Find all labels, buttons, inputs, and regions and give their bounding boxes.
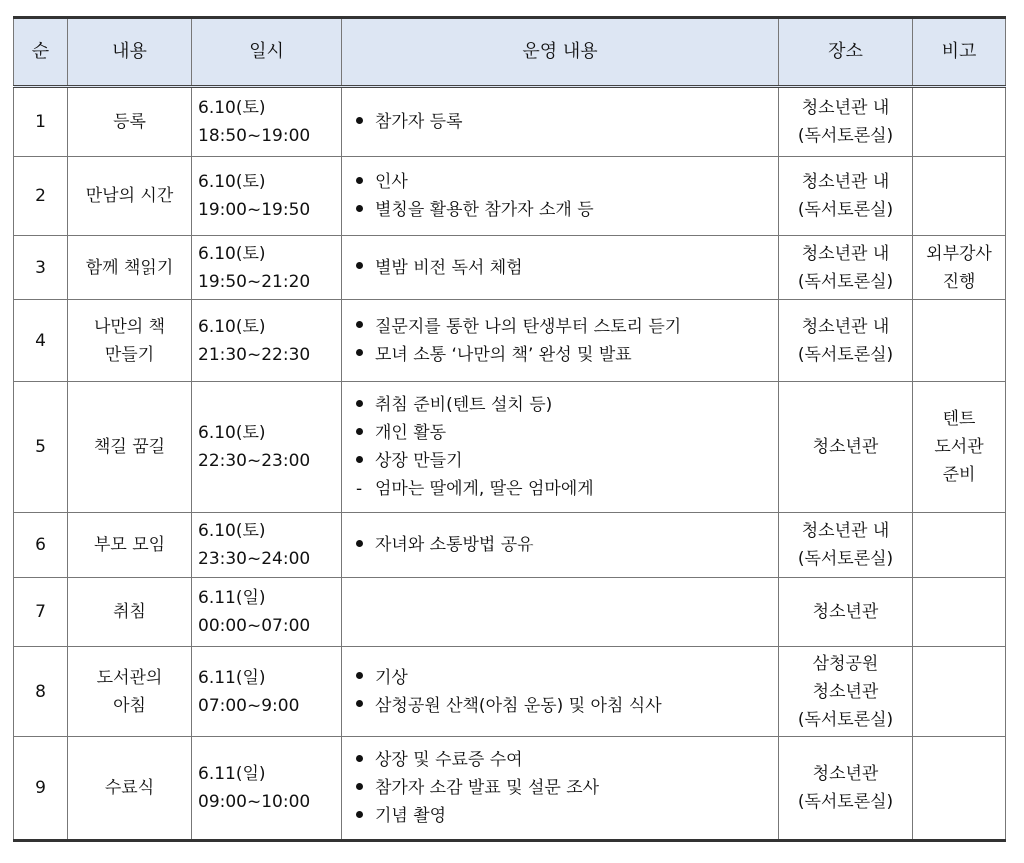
bullet-icon	[356, 428, 363, 435]
row-number: 8	[14, 647, 68, 737]
content-item-text: 참가자 등록	[375, 112, 463, 132]
row-title	[68, 87, 192, 157]
content-item	[356, 746, 778, 774]
content-item	[356, 196, 778, 224]
row-title	[68, 578, 192, 647]
content-item	[356, 254, 778, 282]
row-date	[192, 737, 342, 841]
row-title	[68, 513, 192, 578]
header-row	[14, 18, 1006, 87]
bullet-icon	[356, 540, 363, 547]
table-row	[14, 300, 1006, 382]
row-date-line: 6.10(토)	[198, 316, 266, 337]
row-date-line: 23:30~24:00	[198, 549, 311, 569]
schedule-table	[13, 16, 1006, 842]
row-title-line: 책길 꿈길	[93, 437, 166, 457]
row-content	[342, 737, 779, 841]
row-date-line: 09:00~10:00	[198, 792, 311, 812]
header-note: 비고	[913, 18, 1006, 87]
row-content	[342, 513, 779, 578]
row-note	[913, 578, 1006, 647]
row-note-line: 텐트	[942, 409, 976, 429]
content-item-text: 취침 준비(텐트 설치 등)	[375, 395, 553, 415]
bullet-icon	[356, 456, 363, 463]
content-item-text: 엄마는 딸에게, 딸은 엄마에게	[375, 479, 594, 499]
bullet-icon	[356, 349, 363, 356]
content-item-text: 상장 및 수료증 수여	[375, 750, 523, 770]
row-date-line: 6.11(일)	[198, 588, 266, 608]
row-date-line: 6.10(토)	[198, 172, 266, 192]
content-item	[356, 108, 778, 136]
content-item	[356, 447, 778, 475]
header-date: 일시	[192, 18, 342, 87]
content-item	[356, 692, 778, 720]
header-place: 장소	[779, 18, 913, 87]
row-note-line: 도서관	[934, 437, 984, 457]
row-date-line: 00:00~07:00	[198, 616, 311, 636]
row-title	[68, 157, 192, 236]
header-name: 내용	[68, 18, 192, 87]
table-row	[14, 737, 1006, 841]
row-number: 9	[14, 737, 68, 841]
row-note	[913, 737, 1006, 841]
row-date-line: 6.10(토)	[198, 98, 266, 118]
row-place-line: 청소년관 내	[801, 243, 890, 264]
row-place-line: (독서토론실)	[797, 126, 894, 146]
bullet-icon	[356, 400, 363, 407]
header-content: 운영 내용	[342, 18, 779, 87]
row-date-line: 19:50~21:20	[198, 271, 311, 292]
content-item-text: 자녀와 소통방법 공유	[375, 535, 534, 555]
row-place	[779, 737, 913, 841]
row-place-line: 청소년관	[812, 764, 879, 784]
row-title	[68, 382, 192, 513]
row-content	[342, 236, 779, 300]
content-item-text: 질문지를 통한 나의 탄생부터 스토리 듣기	[375, 316, 682, 337]
row-title-line: 만들기	[104, 344, 155, 365]
row-place-line: 청소년관	[812, 681, 879, 702]
table-row	[14, 157, 1006, 236]
row-number: 2	[14, 157, 68, 236]
content-item	[356, 168, 778, 196]
row-title-line: 나만의 책	[93, 316, 166, 337]
content-item	[356, 531, 778, 559]
content-item	[356, 802, 778, 830]
row-title	[68, 737, 192, 841]
bullet-icon	[356, 205, 363, 212]
bullet-icon	[356, 783, 363, 790]
row-title	[68, 647, 192, 737]
row-content	[342, 578, 779, 647]
bullet-icon	[356, 755, 363, 762]
table-row	[14, 578, 1006, 647]
content-item-text: 상장 만들기	[375, 451, 463, 471]
row-place-line: 청소년관	[812, 437, 879, 457]
row-place-line: 청소년관 내	[801, 316, 890, 337]
bullet-icon	[356, 262, 363, 269]
row-place-line: 삼청공원	[812, 653, 879, 674]
row-date-line: 6.10(토)	[198, 243, 266, 264]
row-place-line: (독서토론실)	[797, 709, 894, 730]
dash-icon: -	[356, 479, 363, 499]
row-note	[913, 236, 1006, 300]
row-place	[779, 157, 913, 236]
row-place-line: (독서토론실)	[797, 549, 894, 569]
row-note	[913, 382, 1006, 513]
row-title-line: 등록	[113, 112, 146, 132]
row-date	[192, 87, 342, 157]
content-item	[356, 774, 778, 802]
content-item	[356, 475, 778, 503]
row-number: 4	[14, 300, 68, 382]
row-date-line: 19:00~19:50	[198, 200, 311, 220]
row-date-line: 22:30~23:00	[198, 451, 311, 471]
content-item-text: 참가자 소감 발표 및 설문 조사	[375, 778, 600, 798]
table-row	[14, 236, 1006, 300]
row-place-line: (독서토론실)	[797, 792, 894, 812]
header-no: 순	[14, 18, 68, 87]
row-number: 5	[14, 382, 68, 513]
row-date	[192, 578, 342, 647]
row-date	[192, 647, 342, 737]
row-place	[779, 236, 913, 300]
row-place-line: 청소년관 내	[801, 98, 890, 118]
row-title	[68, 300, 192, 382]
row-place	[779, 87, 913, 157]
row-place-line: 청소년관 내	[801, 172, 890, 192]
row-date-line: 6.11(일)	[198, 764, 266, 784]
content-item	[356, 313, 778, 341]
content-item	[356, 419, 778, 447]
row-place	[779, 647, 913, 737]
row-number: 3	[14, 236, 68, 300]
row-date	[192, 236, 342, 300]
row-content	[342, 157, 779, 236]
row-content	[342, 300, 779, 382]
row-content	[342, 87, 779, 157]
row-title-line: 함께 책읽기	[85, 257, 174, 278]
row-note	[913, 513, 1006, 578]
row-note-line: 진행	[942, 271, 976, 292]
row-place-line: (독서토론실)	[797, 200, 894, 220]
row-place	[779, 300, 913, 382]
content-item-text: 별밤 비전 독서 체험	[375, 257, 523, 278]
content-item-text: 별칭을 활용한 참가자 소개 등	[375, 200, 594, 220]
row-date-line: 07:00~9:00	[198, 695, 300, 716]
row-number: 7	[14, 578, 68, 647]
row-title-line: 만남의 시간	[85, 186, 174, 206]
row-place	[779, 382, 913, 513]
table-row	[14, 647, 1006, 737]
bullet-icon	[356, 117, 363, 124]
row-place-line: 청소년관	[812, 602, 879, 622]
row-note-line: 준비	[942, 465, 976, 485]
row-date-line: 18:50~19:00	[198, 126, 311, 146]
table-row	[14, 87, 1006, 157]
schedule-table-container	[13, 16, 1005, 842]
row-number: 6	[14, 513, 68, 578]
row-note	[913, 157, 1006, 236]
row-date	[192, 300, 342, 382]
row-content	[342, 647, 779, 737]
row-date-line: 6.11(일)	[198, 667, 266, 688]
row-date	[192, 513, 342, 578]
row-title-line: 부모 모임	[93, 535, 166, 555]
row-date-line: 6.10(토)	[198, 521, 266, 541]
row-note	[913, 647, 1006, 737]
row-note	[913, 300, 1006, 382]
schedule-body	[14, 87, 1006, 841]
row-content	[342, 382, 779, 513]
row-place-line: 청소년관 내	[801, 521, 890, 541]
table-row	[14, 513, 1006, 578]
row-title-line: 도서관의	[96, 667, 163, 688]
content-item-text: 인사	[375, 172, 408, 192]
row-title-line: 아침	[113, 695, 146, 716]
table-row	[14, 382, 1006, 513]
row-title	[68, 236, 192, 300]
row-place-line: (독서토론실)	[797, 271, 894, 292]
content-item-text: 기념 촬영	[375, 806, 447, 826]
content-item	[356, 664, 778, 692]
content-item-text: 삼청공원 산책(아침 운동) 및 아침 식사	[375, 695, 662, 716]
bullet-icon	[356, 672, 363, 679]
row-date-line: 21:30~22:30	[198, 344, 311, 365]
row-place	[779, 578, 913, 647]
row-note	[913, 87, 1006, 157]
bullet-icon	[356, 177, 363, 184]
content-item	[356, 341, 778, 369]
bullet-icon	[356, 700, 363, 707]
row-date	[192, 382, 342, 513]
row-date-line: 6.10(토)	[198, 423, 266, 443]
row-place	[779, 513, 913, 578]
content-item-text: 모녀 소통 ‘나만의 책’ 완성 및 발표	[375, 344, 632, 365]
row-date	[192, 157, 342, 236]
row-title-line: 수료식	[104, 778, 155, 798]
row-number: 1	[14, 87, 68, 157]
row-note-line: 외부강사	[926, 243, 992, 264]
row-title-line: 취침	[113, 602, 146, 622]
bullet-icon	[356, 321, 363, 328]
content-item-text: 개인 활동	[375, 423, 447, 443]
content-item-text: 기상	[375, 667, 408, 688]
content-item	[356, 391, 778, 419]
bullet-icon	[356, 811, 363, 818]
row-place-line: (독서토론실)	[797, 344, 894, 365]
